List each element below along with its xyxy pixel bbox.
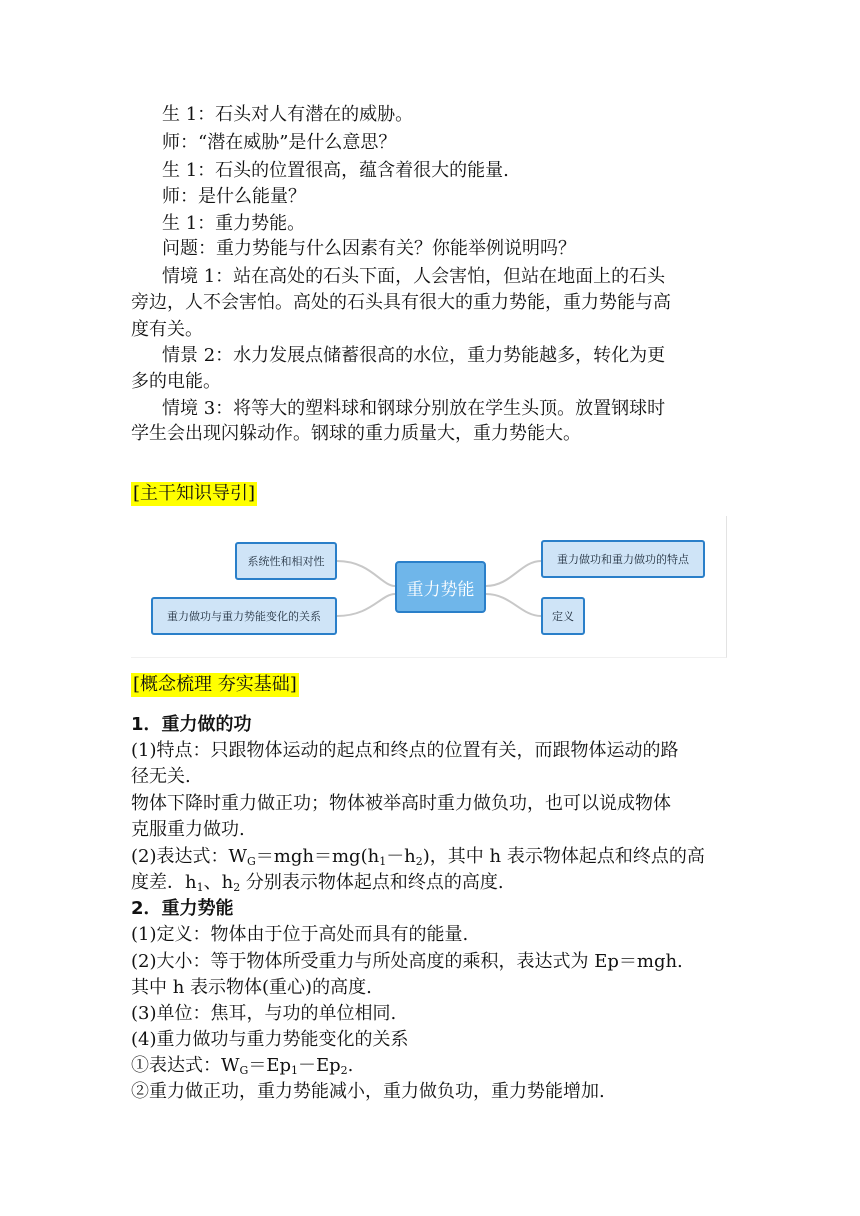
connector-right-bottom [486, 594, 541, 616]
relation-formula-line [131, 1053, 353, 1079]
magnitude-line-1: (2)大小：等于物体所受重力与所处高度的乘积，表达式为 Ep＝mgh. [131, 951, 683, 972]
formula-text-4: )，其中 h 表示物体起点和终点的高 [422, 846, 705, 867]
relation-text-2: ＝Ep [248, 1055, 291, 1076]
formula-line [131, 844, 705, 870]
definition-line: (1)定义：物体由于位于高处而具有的能量. [131, 924, 469, 945]
p2-line-1: 物体下降时重力做正功；物体被举高时重力做负功，也可以说成物体 [131, 793, 671, 814]
scene1-line-2: 旁边，人不会害怕。高处的石头具有很大的重力势能，重力势能与高 [131, 292, 671, 313]
height-sub-2: 2 [233, 881, 241, 894]
scene2-line-2: 多的电能。 [131, 371, 221, 392]
scene1-line-3: 度有关。 [131, 319, 203, 340]
mindmap-node-right-bottom: 定义 [541, 597, 585, 635]
mindmap-node-right-top: 重力做功和重力做功的特点 [541, 540, 705, 578]
relation-sub-g: G [239, 1064, 249, 1077]
scene2-line-1: 情景 2：水力发展点储蓄很高的水位，重力势能越多，转化为更 [162, 345, 666, 366]
p2-line-2: 克服重力做功. [131, 819, 245, 840]
heading-gravity-work: 1．重力做的功 [131, 714, 252, 735]
height-text-1: 度差．h [131, 872, 197, 893]
dialogue-line-4: 师：是什么能量？ [162, 186, 306, 207]
mindmap-center-node: 重力势能 [395, 561, 486, 613]
formula-sub-2: 2 [415, 855, 423, 868]
scene1-line-1: 情境 1：站在高处的石头下面，人会害怕，但站在地面上的石头 [162, 266, 666, 287]
height-sub-1: 1 [196, 881, 204, 894]
dialogue-line-3: 生 1：石头的位置很高，蕴含着很大的能量. [162, 160, 509, 181]
magnitude-line-2: 其中 h 表示物体(重心)的高度. [131, 977, 372, 998]
connector-left-top [337, 561, 395, 586]
section-label-main-knowledge: [主干知识导引] [133, 483, 256, 504]
relation-text-1: ①表达式：W [131, 1055, 240, 1076]
p1-line-2: 径无关. [131, 766, 191, 787]
dialogue-line-1: 生 1：石头对人有潜在的威胁。 [162, 104, 414, 125]
formula-text-1: (2)表达式：W [131, 846, 247, 867]
relation-summary-line: ②重力做正功，重力势能减小，重力做负功，重力势能增加. [131, 1081, 605, 1102]
connector-right-top [486, 561, 541, 586]
height-diff-line [131, 870, 504, 896]
scene3-line-1: 情境 3：将等大的塑料球和钢球分别放在学生头顶。放置钢球时 [162, 398, 666, 419]
relation-text-3: －Ep [297, 1055, 341, 1076]
formula-text-3: －h [386, 846, 416, 867]
height-text-3: 分别表示物体起点和终点的高度. [240, 872, 504, 893]
height-text-2: 、h [203, 872, 234, 893]
section-label-concepts: [概念梳理 夯实基础] [133, 674, 297, 695]
p1-line-1: (1)特点：只跟物体运动的起点和终点的位置有关，而跟物体运动的路 [131, 740, 679, 761]
connector-left-bottom [337, 594, 395, 616]
scene3-line-2: 学生会出现闪躲动作。钢球的重力质量大，重力势能大。 [131, 423, 581, 444]
mindmap-node-left-bottom: 重力做功与重力势能变化的关系 [151, 597, 337, 635]
formula-sub-1: 1 [379, 855, 387, 868]
relation-sub-1: 1 [290, 1064, 298, 1077]
relation-text-4: . [347, 1055, 354, 1076]
mindmap-node-left-top: 系统性和相对性 [235, 542, 337, 580]
heading-gravitational-potential-energy: 2．重力势能 [131, 898, 234, 919]
unit-line: (3)单位：焦耳，与功的单位相同. [131, 1003, 397, 1024]
formula-text-2: ＝mgh＝mg(h [255, 846, 380, 867]
dialogue-line-5: 生 1：重力势能。 [162, 213, 306, 234]
dialogue-line-2: 师：“潜在威胁”是什么意思？ [162, 132, 397, 153]
relation-line: (4)重力做功与重力势能变化的关系 [131, 1029, 409, 1050]
mind-map [131, 516, 727, 658]
relation-sub-2: 2 [340, 1064, 348, 1077]
formula-sub-g: G [247, 855, 256, 868]
question-line: 问题：重力势能与什么因素有关？你能举例说明吗？ [162, 238, 576, 259]
